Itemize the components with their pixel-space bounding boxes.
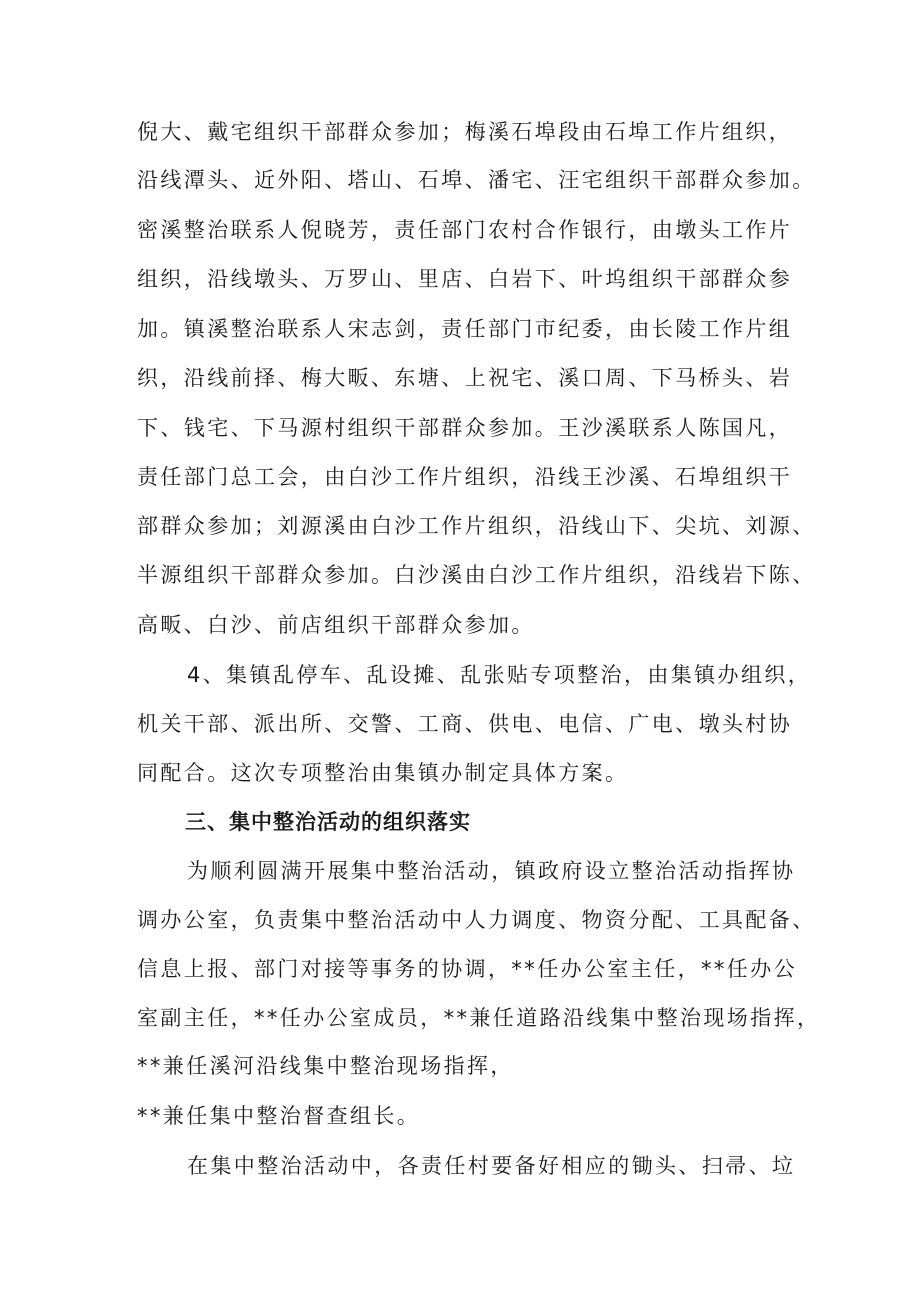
text-line: 织，沿线前择、梅大畈、东塘、上祝宅、溪口周、下马桥头、岩: [137, 366, 793, 390]
text-line: 部群众参加；刘源溪由白沙工作片组织，沿线山下、尖坑、刘源、: [137, 514, 816, 538]
text-line: 机关干部、派出所、交警、工商、供电、电信、广电、墩头村协: [137, 712, 793, 736]
text-line: 半源组织干部群众参加。白沙溪由白沙工作片组织，沿线岩下陈、: [137, 563, 816, 587]
text-line: 沿线潭头、近外阳、塔山、石埠、潘宅、汪宅组织干部群众参加。: [137, 168, 816, 192]
text-line: 室副主任，**任办公室成员，**兼任道路沿线集中整治现场指挥，: [137, 1006, 821, 1030]
text-line: 组织，沿线墩头、万罗山、里店、白岩下、叶坞组织干部群众参: [137, 267, 793, 291]
text-line: 倪大、戴宅组织干部群众参加；梅溪石埠段由石埠工作片组织，: [137, 120, 793, 144]
paragraph-start: 为顺利圆满开展集中整治活动，镇政府设立整治活动指挥协: [187, 859, 796, 883]
text-line: 加。镇溪整治联系人宋志剑，责任部门市纪委，由长陵工作片组: [137, 317, 793, 341]
paragraph-start: 在集中整治活动中，各责任村要备好相应的锄头、扫帚、垃: [187, 1154, 796, 1178]
text-line: **兼任溪河沿线集中整治现场指挥，: [137, 1054, 514, 1078]
section-heading: 三、集中整治活动的组织落实: [185, 810, 471, 834]
text-line: 下、钱宅、下马源村组织干部群众参加。王沙溪联系人陈国凡，: [137, 416, 793, 440]
text-line: 责任部门总工会，由白沙工作片组织，沿线王沙溪、石埠组织干: [137, 465, 793, 489]
numbered-item-4: 4、集镇乱停车、乱设摊、乱张贴专项整治，由集镇办组织，: [187, 663, 812, 687]
text-line: 高畈、白沙、前店组织干部群众参加。: [137, 613, 535, 637]
text-line: **兼任集中整治督查组长。: [137, 1104, 421, 1128]
text-line: 信息上报、部门对接等事务的协调，**任办公室主任，**任办公: [137, 957, 797, 981]
text-line: 同配合。这次专项整治由集镇办制定具体方案。: [137, 761, 629, 785]
text-line: 调办公室，负责集中整治活动中人力调度、物资分配、工具配备、: [137, 908, 816, 932]
text-line: 密溪整治联系人倪晓芳，责任部门农村合作银行，由墩头工作片: [137, 218, 793, 242]
